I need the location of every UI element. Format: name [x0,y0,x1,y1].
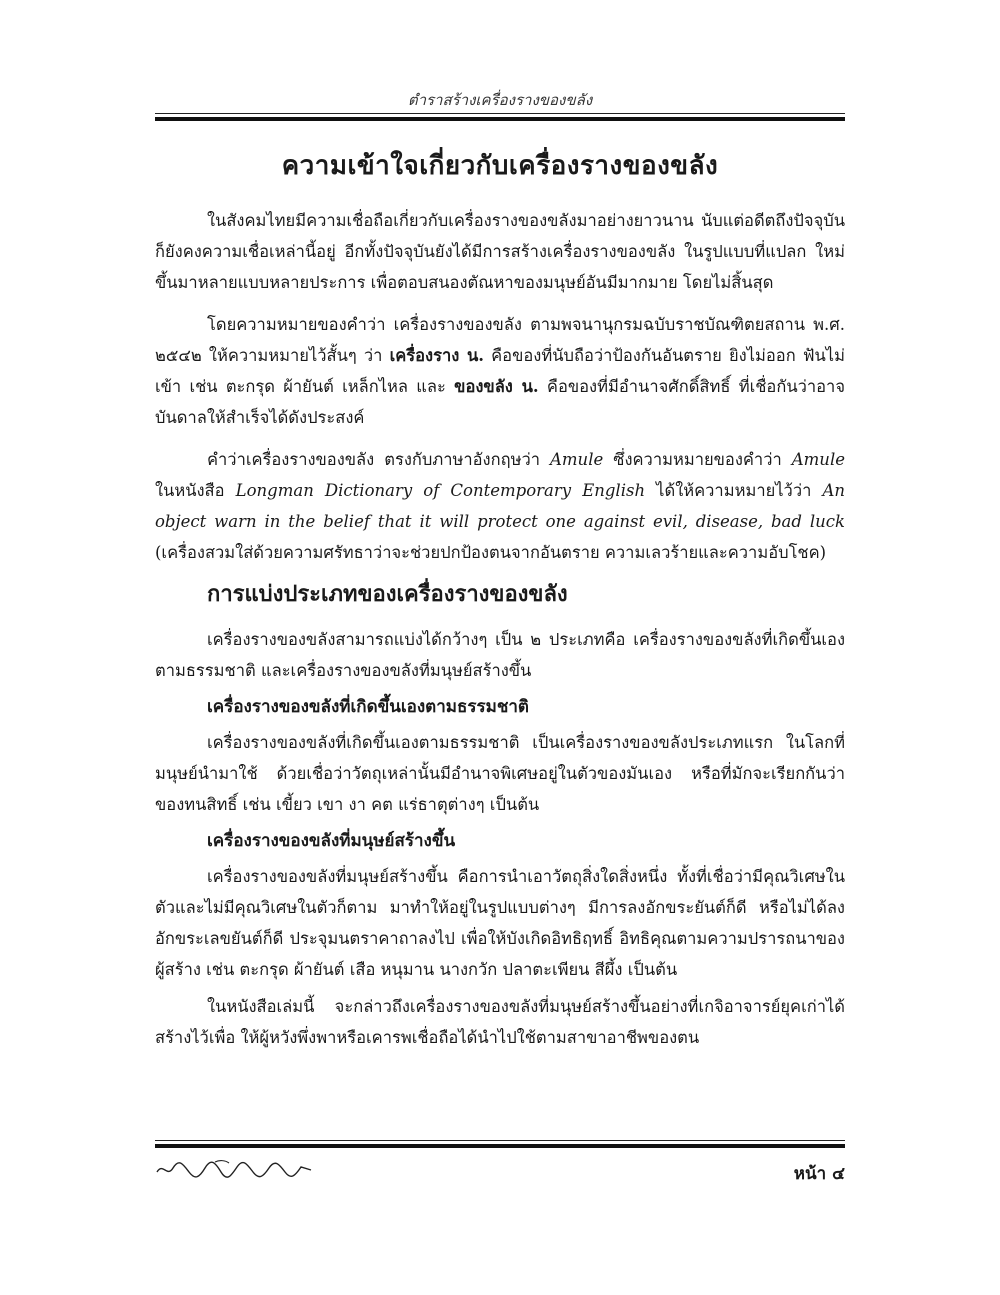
subheading-natural: เครื่องรางของขลังที่เกิดขึ้นเองตามธรรมชาติ [207,697,529,717]
page-number-value: ๔ [832,1164,845,1184]
running-header: ตำราสร้างเครื่องรางของขลัง [407,91,593,109]
man-made-paragraph: เครื่องรางของขลังที่มนุษย์สร้างขึ้น คือการนำเอาวัตถุสิ่งใดสิ่งหนึ่ง ทั้งที่เชื่อว่ามีคุณวิเศษในตัวและไม่มีคุณวิเศษในตัวก็ตาม มาทำให้อยู่ในรูปแบบต่างๆ มีการลงอักขระยันต์ก็ดี หรือไม่ได้ลงอักขระเลขยันต์ก็ดี ประจุมนตราคาถาลงไป เพื่อให้บังเกิดอิทธิฤทธิ์ อิทธิคุณตามความปรารถนาของผู้สร้าง เช่น ตะกรุด ผ้ายันต์ เสือ หนุมาน นางกวัก ปลาตะเพียน สีผึ้ง เป็นต้น [155,867,845,979]
text-run: ซึ่งความหมายของคำว่า [603,450,792,469]
section-heading: การแบ่งประเภทของเครื่องรางของขลัง [207,581,568,607]
section-paragraph-1: เครื่องรางของขลังสามารถแบ่งได้กว้างๆ เป็น ๒ ประเภทคือ เครื่องรางของขลังที่เกิดขึ้นเองตามธรรมชาติ และเครื่องรางของขลังที่มนุษย์สร้างขึ้น [155,630,845,680]
page-number [788,1160,845,1187]
header-rule-thick [155,117,845,121]
term-khrueang-rang: เครื่องราง น. [389,346,484,365]
term-khong-khlang: ของขลัง น. [454,377,539,396]
natural-paragraph: เครื่องรางของขลังที่เกิดขึ้นเองตามธรรมชาติ เป็นเครื่องรางของขลังประเภทแรก ในโลกที่มนุษย์นำมาใช้ ด้วยเชื่อว่าวัตถุเหล่านั้นมีอำนาจพิเศษอยู่ในตัวของมันเอง หรือที่มักจะเรียกกันว่า ของทนสิทธิ์ เช่น เขี้ยว เขา งา คต แร่ธาตุต่างๆ เป็นต้น [155,733,845,814]
text-run: ได้ให้ความหมายไว้ว่า [645,481,823,500]
handwritten-signature [155,1158,315,1180]
body-text [155,205,845,1064]
english-definition: An object warn in the belief that it will protect one against evil, disease, bad luck [155,481,845,531]
closing-paragraph: ในหนังสือเล่มนี้ จะกล่าวถึงเครื่องรางของขลังที่มนุษย์สร้างขึ้นอย่างที่เกจิอาจารย์ยุคเก่าได้สร้างไว้เพื่อ ให้ผู้หวังพึ่งพาหรือเคารพเชื่อถือได้นำไปใช้ตามสาขาอาชีพของตน [155,997,845,1047]
text-run: คือของที่มีอำนาจศักดิ์สิทธิ์ ที่เชื่อกันว่าอาจบันดาลให้สำเร็จได้ดังประสงค์ [155,377,845,427]
page-label-text: หน้า [793,1164,827,1184]
english-term: Amule [791,450,845,469]
text-run: (เครื่องสวมใส่ด้วยความศรัทธาว่าจะช่วยปกป้องตนจากอันตราย ความเลวร้ายและความอับโชค) [155,543,827,562]
subheading-man-made: เครื่องรางของขลังที่มนุษย์สร้างขึ้น [207,831,456,851]
text-run: คำว่าเครื่องรางของขลัง ตรงกับภาษาอังกฤษว่า [207,450,550,469]
intro-paragraph-2 [155,309,845,433]
header-rule [155,113,845,114]
text-run: คือของที่นับถือว่าป้องกันอันตราย ยิงไม่ออก ฟันไม่เข้า เช่น ตะกรุด ผ้ายันต์ เหล็กไหล และ [155,346,845,396]
footer-rule-thick [155,1144,845,1148]
footer-rule [155,1140,845,1141]
text-run: โดยความหมายของคำว่า เครื่องรางของขลัง ตามพจนานุกรมฉบับราชบัณฑิตยสถาน พ.ศ. ๒๕๔๒ ให้ความหมายไว้สั้นๆ ว่า [155,315,845,365]
dictionary-title: Longman Dictionary of Contemporary English [235,481,646,500]
text-run: ในหนังสือ [155,481,236,500]
intro-paragraph-3 [155,444,845,568]
english-term: Amule [550,450,604,469]
intro-paragraph-1: ในสังคมไทยมีความเชื่อถือเกี่ยวกับเครื่องรางของขลังมาอย่างยาวนาน นับแต่อดีตถึงปัจจุบันก็ยังคงความเชื่อเหล่านี้อยู่ อีกทั้งปัจจุบันยังได้มีการสร้างเครื่องรางของขลัง ในรูปแบบที่แปลก ใหม่ขึ้นมาหลายแบบหลายประการ เพื่อตอบสนองตัณหาของมนุษย์อันมีมากมาย โดยไม่สิ้นสุด [155,211,845,292]
page-title: ความเข้าใจเกี่ยวกับเครื่องรางของขลัง [281,151,719,181]
